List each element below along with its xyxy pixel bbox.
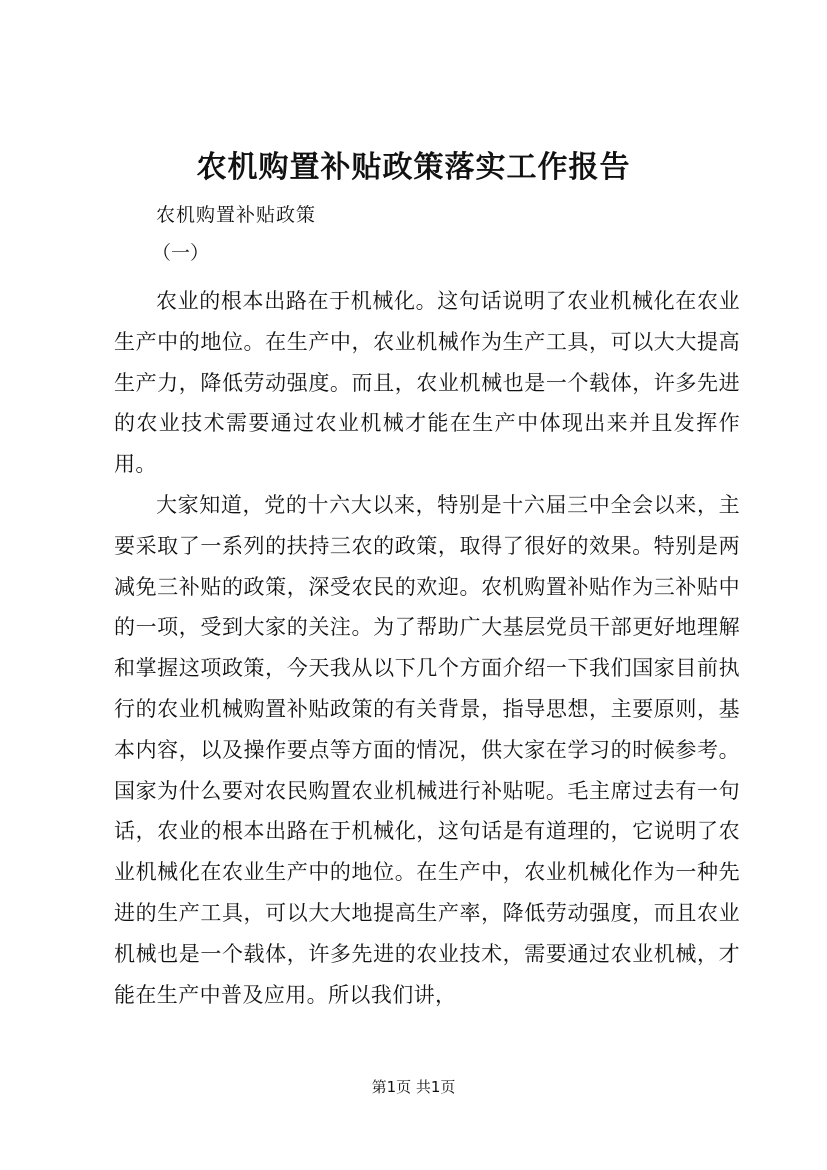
paragraph-2: 大家知道，党的十六大以来，特别是十六届三中全会以来，主要采取了一系列的扶持三农的政策，取得了很好的效果。特别是两减免三补贴的政策，深受农民的欢迎。农机购置补贴作为三补贴中的一项，受到大家的关注。为了帮助广大基层党员干部更好地理解和掌握这项政策，今天我从以下几个方面介绍一下我们国家目前执行的农业机械购置补贴政策的有关背景，指导思想，主要原则，基本内容，以及操作要点等方面的情况，供大家在学习的时候参考。国家为什么要对农民购置农业机械进行补贴呢。毛主席过去有一句话，农业的根本出路在于机械化，这句话是有道理的，它说明了农业机械化在农业生产中的地位。在生产中，农业机械化作为一种先进的生产工具，可以大大地提高生产率，降低劳动强度，而且农业机械也是一个载体，许多先进的农业技术，需要通过农业机械，才能在生产中普及应用。所以我们讲，: [114, 492, 740, 1007]
paragraph-1: 农业的根本出路在于机械化。这句话说明了农业机械化在农业生产中的地位。在生产中，农业机械作为生产工具，可以大大提高生产力，降低劳动强度。而且，农业机械也是一个载体，许多先进的农业技术需要通过农业机械才能在生产中体现出来并且发挥作用。: [114, 289, 740, 477]
document-body: [114, 281, 740, 1015]
document-title: 农机购置补贴政策落实工作报告: [196, 150, 631, 185]
document-subtitle: 农机购置补贴政策: [156, 204, 317, 226]
section-number: （一）: [152, 242, 210, 264]
page-footer: 第1页 共1页: [371, 1078, 456, 1096]
